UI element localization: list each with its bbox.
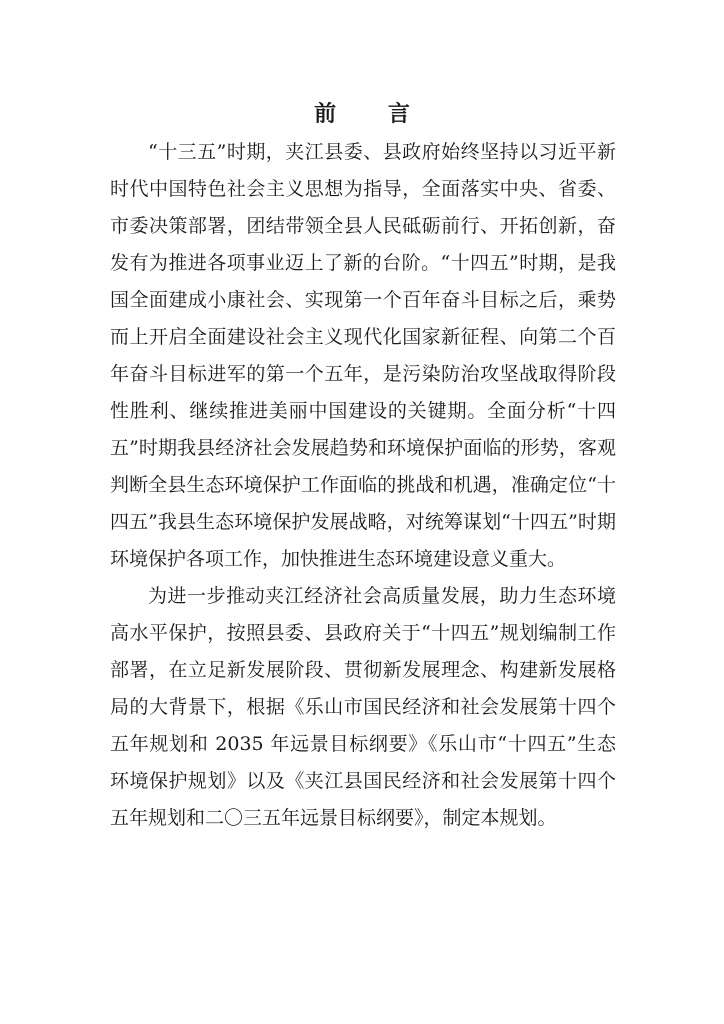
paragraph-2: 为进一步推动夹江经济社会高质量发展，助力生态环境高水平保护，按照县委、县政府关于“十四五”规划编制工作部署，在立足新发展阶段、贯彻新发展理念、构建新发展格局的大背景下，根据《乐山市国民经济和社会发展第十四个五年规划和 2035 年远景目标纲要》《乐山市“十四五”生态环境保护规划》以及《夹江县国民经济和社会发展第十四个五年规划和二〇三五年远景目标纲要》，制定本规划。: [110, 585, 616, 829]
paragraph-1: “十三五”时期，夹江县委、县政府始终坚持以习近平新时代中国特色社会主义思想为指导，全面落实中央、省委、市委决策部署，团结带领全县人民砥砺前行、开拓创新，奋发有为推进各项事业迈上了新的台阶。“十四五”时期，是我国全面建成小康社会、实现第一个百年奋斗目标之后，乘势而上开启全面建设社会主义现代化国家新征程、向第二个百年奋斗目标进军的第一个五年，是污染防治攻坚战取得阶段性胜利、继续推进美丽中国建设的关键期。全面分析“十四五”时期我县经济社会发展趋势和环境保护面临的形势，客观判断全县生态环境保护工作面临的挑战和机遇，准确定位“十四五”我县生态环境保护发展战略，对统筹谋划“十四五”时期环境保护各项工作，加快推进生态环境建设意义重大。: [110, 141, 616, 570]
page-title: 前 言: [314, 102, 432, 127]
preface-body: [110, 134, 616, 837]
